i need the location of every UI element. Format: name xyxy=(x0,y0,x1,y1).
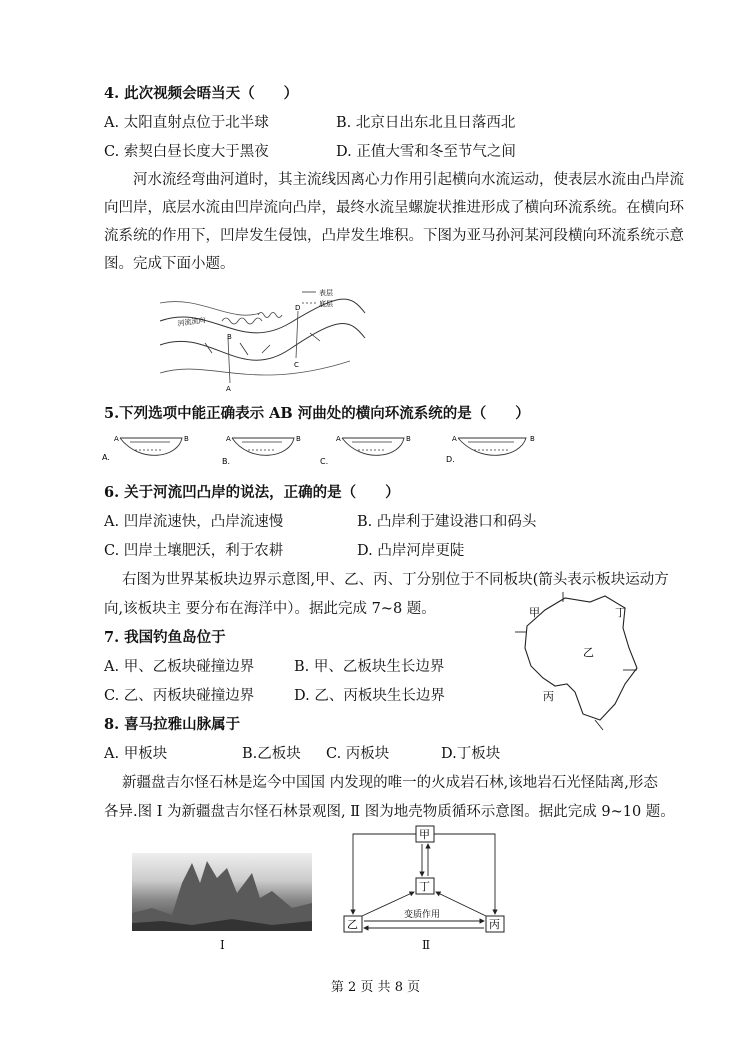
node-ding: 丁 xyxy=(419,880,430,893)
q4-option-d: D. 正值大雪和冬至节气之间 xyxy=(336,144,516,160)
passage-plates-line2: 向,该板块主 要分布在海洋中）。据此完成 7~8 题。 xyxy=(104,601,436,617)
q7-option-a: A. 甲、乙板块碰撞边界 xyxy=(104,659,255,675)
plate-ding-label: 丁 xyxy=(615,606,626,619)
q8-stem: 8. 喜马拉雅山脉属于 xyxy=(104,716,241,733)
option-b-figure xyxy=(222,435,301,466)
q8-option-d: D.丁板块 xyxy=(441,746,501,762)
passage-plates-line1: 右图为世界某板块边界示意图,甲、乙、丙、丁分别位于不同板块(箭头表示板块运动方 xyxy=(122,572,669,588)
q8-option-c: C. 丙板块 xyxy=(326,746,390,762)
plate-bing-label: 丙 xyxy=(543,690,554,703)
q6-option-d: D. 凸岸河岸更陡 xyxy=(357,543,465,559)
option-a-figure xyxy=(102,435,189,462)
q5-c-end-a: A xyxy=(336,435,341,443)
legend-surface: 表层 xyxy=(319,289,333,297)
q7-option-b: B. 甲、乙板块生长边界 xyxy=(294,659,445,675)
page-footer: 第 2 页 共 8 页 xyxy=(330,980,421,995)
q5-options-figures xyxy=(100,428,560,470)
point-a-label: A xyxy=(226,385,231,393)
plate-jia-label: 甲 xyxy=(529,606,540,619)
q5-a-end-b: B xyxy=(184,435,189,443)
q5-b-end-a: A xyxy=(226,435,231,443)
q6-option-c: C. 凹岸土壤肥沃，利于农耕 xyxy=(104,543,284,559)
plate-boundary-map xyxy=(505,588,655,738)
q6-option-a: A. 凹岸流速快，凸岸流速慢 xyxy=(104,514,284,530)
q5-stem: 5.下列选项中能正确表示 AB 河曲处的横向环流系统的是（ ） xyxy=(104,405,530,422)
q5-a-end-a: A xyxy=(114,435,119,443)
q4-option-a: A. 太阳直射点位于北半球 xyxy=(104,115,269,131)
node-jia: 甲 xyxy=(419,828,430,841)
q4-option-b: B. 北京日出东北且日落西北 xyxy=(336,115,516,131)
q6-stem: 6. 关于河流凹凸岸的说法，正确的是（ ） xyxy=(104,484,400,501)
q5-b-end-b: B xyxy=(296,435,301,443)
node-yi: 乙 xyxy=(347,918,358,931)
q4-option-c: C. 索契白昼长度大于黑夜 xyxy=(104,144,269,160)
q4-stem: 4. 此次视频会晤当天（ ） xyxy=(104,85,299,102)
rock-cycle-diagram xyxy=(340,824,515,939)
q5-option-c-label: C. xyxy=(320,457,329,466)
point-c-label: C xyxy=(294,361,299,369)
q6-option-b: B. 凸岸利于建设港口和码头 xyxy=(357,514,537,530)
point-b-label: B xyxy=(227,333,232,341)
q5-d-end-a: A xyxy=(452,435,457,443)
river-circulation-diagram xyxy=(150,283,370,393)
figure-2-caption: Ⅱ xyxy=(422,938,431,952)
metamorphism-label: 变质作用 xyxy=(404,910,441,920)
passage-rocks-line1: 新疆盘吉尔怪石林是迄今中国国 内发现的唯一的火成岩石林,该地岩石光怪陆离,形态 xyxy=(122,775,658,791)
flow-direction-label: 河流流向 xyxy=(177,316,207,328)
q8-option-a: A. 甲板块 xyxy=(104,746,168,762)
figure-1-caption: Ⅰ xyxy=(220,938,225,952)
plate-yi-label: 乙 xyxy=(583,646,594,659)
q8-option-b: B.乙板块 xyxy=(242,746,301,762)
option-c-figure xyxy=(320,435,411,466)
option-d-figure xyxy=(446,435,535,464)
q7-option-c: C. 乙、丙板块碰撞边界 xyxy=(104,688,255,704)
stone-forest-photo xyxy=(132,853,312,931)
legend-bottom: 底层 xyxy=(319,300,333,308)
q7-option-d: D. 乙、丙板块生长边界 xyxy=(294,688,445,704)
passage-river-circulation: 河水流经弯曲河道时，其主流线因离心力作用引起横向水流运动，使表层水流由凸岸流向凹岸，底层水流由凹岸流向凸岸，最终水流呈螺旋状推进形成了横向环流系统。在横向环流系统的作用下，凹岸发生侵蚀，凸岸发生堆积。下图为亚马孙河某河段横向环流系统示意图。完成下面小题。 xyxy=(104,172,684,272)
q5-option-d-label: D. xyxy=(446,455,455,464)
q5-c-end-b: B xyxy=(406,435,411,443)
q5-d-end-b: B xyxy=(530,435,535,443)
q5-option-a-label: A. xyxy=(102,453,110,462)
q5-option-b-label: B. xyxy=(222,457,231,466)
q7-stem: 7. 我国钓鱼岛位于 xyxy=(104,629,226,646)
passage-rocks-line2: 各异.图 Ⅰ 为新疆盘吉尔怪石林景观图, Ⅱ 图为地壳物质循环示意图。据此完成 9~10 题。 xyxy=(104,804,675,820)
point-d-label: D xyxy=(295,304,301,312)
node-bing: 丙 xyxy=(489,918,500,931)
